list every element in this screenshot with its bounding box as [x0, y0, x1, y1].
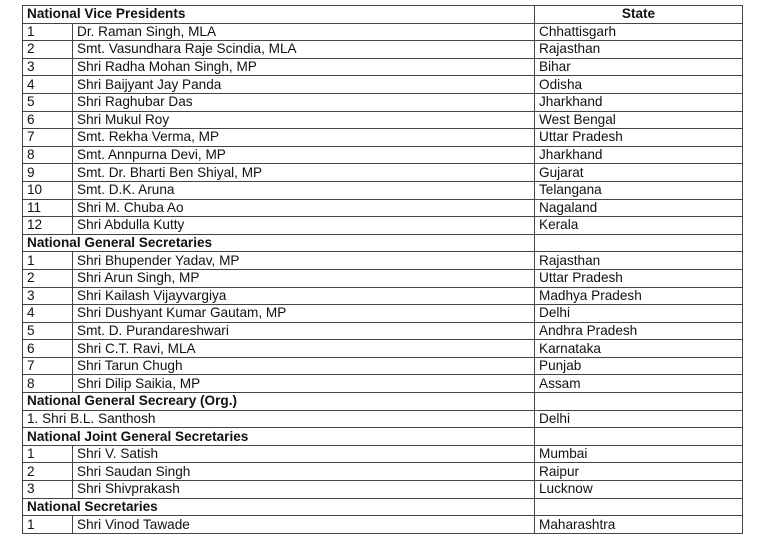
row-name: Smt. Dr. Bharti Ben Shiyal, MP — [73, 164, 535, 182]
row-number: 5 — [23, 322, 73, 340]
section-title: National Joint General Secretaries — [23, 428, 535, 446]
row-name: Smt. D. Purandareshwari — [73, 322, 535, 340]
row-state: Uttar Pradesh — [535, 129, 743, 147]
table-row — [23, 76, 743, 94]
row-name: Shri Radha Mohan Singh, MP — [73, 58, 535, 76]
table-row — [23, 410, 743, 428]
row-state: Jharkhand — [535, 146, 743, 164]
row-number: 1 — [23, 445, 73, 463]
section-title: National General Secretaries — [23, 234, 535, 252]
table-row — [23, 146, 743, 164]
row-name: Shri V. Satish — [73, 445, 535, 463]
row-state: Bihar — [535, 58, 743, 76]
row-number: 3 — [23, 481, 73, 499]
row-name: Shri Raghubar Das — [73, 93, 535, 111]
row-name: Smt. Annpurna Devi, MP — [73, 146, 535, 164]
section-state-blank — [535, 393, 743, 411]
table-row — [23, 516, 743, 534]
row-number: 12 — [23, 217, 73, 235]
row-state: Raipur — [535, 463, 743, 481]
row-number: 3 — [23, 58, 73, 76]
row-number: 6 — [23, 340, 73, 358]
row-number: 9 — [23, 164, 73, 182]
officebearers-table — [22, 5, 743, 534]
row-number: 10 — [23, 181, 73, 199]
row-state: Telangana — [535, 181, 743, 199]
row-state: Punjab — [535, 357, 743, 375]
row-entry: 1. Shri B.L. Santhosh — [23, 410, 535, 428]
section-title: National General Secreary (Org.) — [23, 393, 535, 411]
row-number: 2 — [23, 269, 73, 287]
row-name: Shri Vinod Tawade — [73, 516, 535, 534]
table-row — [23, 41, 743, 59]
table-row — [23, 252, 743, 270]
row-name: Smt. Vasundhara Raje Scindia, MLA — [73, 41, 535, 59]
row-number: 6 — [23, 111, 73, 129]
row-number: 7 — [23, 129, 73, 147]
row-name: Shri Shivprakash — [73, 481, 535, 499]
row-number: 1 — [23, 516, 73, 534]
row-state: Maharashtra — [535, 516, 743, 534]
row-state: Jharkhand — [535, 93, 743, 111]
row-number: 1 — [23, 23, 73, 41]
table-header-row — [23, 6, 743, 24]
section-header-row — [23, 393, 743, 411]
section-title: National Vice Presidents — [23, 6, 535, 24]
row-state: Uttar Pradesh — [535, 269, 743, 287]
row-number: 5 — [23, 93, 73, 111]
row-number: 1 — [23, 252, 73, 270]
row-number: 4 — [23, 305, 73, 323]
row-number: 8 — [23, 146, 73, 164]
table-body — [23, 6, 743, 534]
table-row — [23, 181, 743, 199]
table-row — [23, 305, 743, 323]
section-title: National Secretaries — [23, 498, 535, 516]
table-row — [23, 357, 743, 375]
row-state: Rajasthan — [535, 41, 743, 59]
table-row — [23, 463, 743, 481]
table-row — [23, 287, 743, 305]
section-header-row — [23, 498, 743, 516]
table-row — [23, 481, 743, 499]
row-name: Shri Arun Singh, MP — [73, 269, 535, 287]
row-name: Shri C.T. Ravi, MLA — [73, 340, 535, 358]
table-row — [23, 269, 743, 287]
table-row — [23, 58, 743, 76]
section-state-blank — [535, 498, 743, 516]
row-number: 11 — [23, 199, 73, 217]
table-row — [23, 23, 743, 41]
row-state: Kerala — [535, 217, 743, 235]
row-name: Shri Tarun Chugh — [73, 357, 535, 375]
row-name: Smt. D.K. Aruna — [73, 181, 535, 199]
row-state: Gujarat — [535, 164, 743, 182]
row-number: 8 — [23, 375, 73, 393]
row-name: Shri Dilip Saikia, MP — [73, 375, 535, 393]
row-state: Mumbai — [535, 445, 743, 463]
table-row — [23, 199, 743, 217]
row-name: Shri Baijyant Jay Panda — [73, 76, 535, 94]
row-number: 7 — [23, 357, 73, 375]
row-state: Delhi — [535, 410, 743, 428]
section-state-blank — [535, 234, 743, 252]
row-state: Assam — [535, 375, 743, 393]
row-name: Shri Mukul Roy — [73, 111, 535, 129]
row-number: 2 — [23, 463, 73, 481]
state-column-header: State — [535, 6, 743, 24]
row-name: Shri M. Chuba Ao — [73, 199, 535, 217]
row-state: Delhi — [535, 305, 743, 323]
row-name: Dr. Raman Singh, MLA — [73, 23, 535, 41]
table-row — [23, 164, 743, 182]
row-state: Chhattisgarh — [535, 23, 743, 41]
table-row — [23, 111, 743, 129]
table-row — [23, 129, 743, 147]
table-row — [23, 445, 743, 463]
row-state: Odisha — [535, 76, 743, 94]
row-name: Shri Saudan Singh — [73, 463, 535, 481]
section-header-row — [23, 234, 743, 252]
section-state-blank — [535, 428, 743, 446]
table-row — [23, 340, 743, 358]
row-state: Nagaland — [535, 199, 743, 217]
row-name: Smt. Rekha Verma, MP — [73, 129, 535, 147]
row-state: Karnataka — [535, 340, 743, 358]
table-row — [23, 322, 743, 340]
row-name: Shri Dushyant Kumar Gautam, MP — [73, 305, 535, 323]
table-row — [23, 93, 743, 111]
row-state: Andhra Pradesh — [535, 322, 743, 340]
table-row — [23, 375, 743, 393]
table-row — [23, 217, 743, 235]
row-state: Rajasthan — [535, 252, 743, 270]
row-name: Shri Bhupender Yadav, MP — [73, 252, 535, 270]
row-name: Shri Kailash Vijayvargiya — [73, 287, 535, 305]
row-state: West Bengal — [535, 111, 743, 129]
row-number: 3 — [23, 287, 73, 305]
row-name: Shri Abdulla Kutty — [73, 217, 535, 235]
row-state: Madhya Pradesh — [535, 287, 743, 305]
row-number: 2 — [23, 41, 73, 59]
row-state: Lucknow — [535, 481, 743, 499]
section-header-row — [23, 428, 743, 446]
row-number: 4 — [23, 76, 73, 94]
